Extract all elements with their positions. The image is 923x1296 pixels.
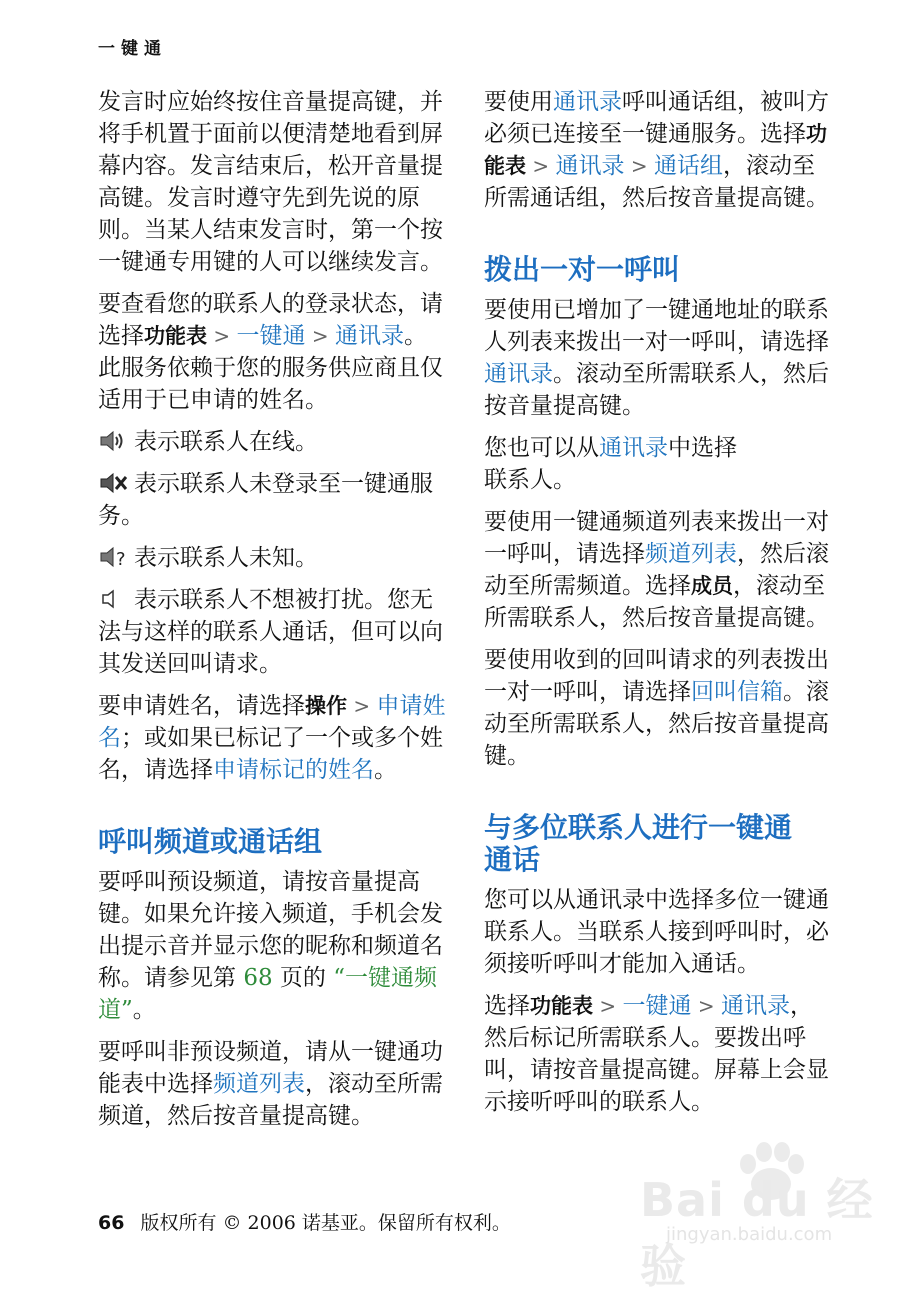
heading-one-to-one-call: 拨出一对一呼叫 (484, 253, 681, 286)
running-header: 一键通 (98, 39, 167, 59)
copyright-notice: 版权所有 © 2006 诺基亚。保留所有权利。 (140, 1212, 511, 1234)
menu-term: 功能表 (484, 122, 827, 178)
link-ptt[interactable]: 一键通 (236, 323, 306, 349)
paragraph-non-preset-channel: 要呼叫非预设频道，请从一键通功能表中选择频道列表，滚动至所需频道，然后按音量提高键。 (98, 1039, 443, 1129)
watermark-logo-text: Bai du 经验 (640, 1173, 874, 1293)
link-channel-list[interactable]: 频道列表 (645, 541, 737, 567)
cross-reference-link[interactable]: “一键通频道” (98, 965, 437, 1023)
heading-call-channel: 呼叫频道或通话组 (98, 825, 323, 858)
link-channel-list[interactable]: 频道列表 (213, 1071, 305, 1097)
heading-multi-contact-call: 与多位联系人进行一键通 通话 (484, 811, 793, 876)
status-dnd-row: 表示联系人不想被打扰。您无法与这样的联系人通话，但可以向其发送回叫请求。 (98, 587, 443, 677)
link-request-name[interactable]: 申请姓名 (98, 693, 446, 751)
baidu-watermark (640, 1138, 910, 1293)
paragraph-login-status: 要查看您的联系人的登录状态，请选择功能表 > 一键通 > 通讯录。此服务依赖于您的服务供应商且仅适用于已申请的姓名。 (98, 291, 443, 413)
paragraph-callback-inbox: 要使用收到的回叫请求的列表拨出一对一呼叫，请选择回叫信箱。滚动至所需联系人，然后按音量提高键。 (484, 647, 829, 769)
paragraph-channel-list-call: 要使用一键通频道列表来拨出一对一呼叫，请选择频道列表，然后滚动至所需频道。选择成员，滚动至所需联系人，然后按音量提高键。 (484, 509, 829, 631)
link-contacts[interactable]: 通讯录 (555, 153, 625, 179)
paragraph-talk-rules: 发言时应始终按住音量提高键，并将手机置于面前以便清楚地看到屏幕内容。发言结束后，松开音量提高键。发言时遵守先到先说的原则。当某人结束发言时，第一个按一键通专用键的人可以继续发言。 (98, 89, 443, 275)
link-callback-inbox[interactable]: 回叫信箱 (691, 679, 783, 705)
paragraph-select-from-contacts: 您也可以从通讯录中选择 联系人。 (484, 435, 737, 493)
menu-term: 操作 (305, 694, 347, 718)
speaker-online-icon (98, 429, 130, 453)
right-column (484, 86, 832, 1128)
link-contacts[interactable]: 通讯录 (720, 993, 790, 1019)
page-number: 66 (98, 1212, 125, 1234)
link-contacts[interactable]: 通讯录 (553, 89, 622, 115)
menu-term: 功能表 (530, 994, 593, 1018)
paragraph-select-multiple: 您可以从通讯录中选择多位一键通联系人。当联系人接到呼叫时，必须接听呼叫才能加入通话。 (484, 887, 829, 977)
menu-term: 成员 (691, 574, 733, 598)
status-unknown-row: ? 表示联系人未知。 (98, 542, 446, 574)
speaker-offline-icon (98, 471, 130, 495)
link-contacts[interactable]: 通讯录 (334, 323, 404, 349)
paragraph-preset-channel: 要呼叫预设频道，请按音量提高键。如果允许接入频道，手机会发出提示音并显示您的昵称和频道名称。请参见第 68 页的 “一键通频道”。 (98, 869, 443, 1023)
status-offline-row: 表示联系人未登录至一键通服务。 (98, 471, 433, 529)
link-talk-groups[interactable]: 通话组 (653, 153, 723, 179)
link-ptt[interactable]: 一键通 (622, 993, 692, 1019)
paragraph-contact-list-call: 要使用已增加了一键通地址的联系人列表来拨出一对一呼叫，请选择通讯录。滚动至所需联系人，然后按音量提高键。 (484, 297, 829, 419)
status-online-row: 表示联系人在线。 (98, 426, 446, 458)
page-footer (98, 1208, 511, 1235)
speaker-do-not-disturb-icon (98, 587, 130, 611)
paragraph-request-names: 要申请姓名，请选择操作 > 申请姓名；或如果已标记了一个或多个姓名，请选择申请标记的姓名。 (98, 693, 446, 783)
link-contacts[interactable]: 通讯录 (484, 361, 553, 387)
link-contacts[interactable]: 通讯录 (599, 435, 668, 461)
menu-term: 功能表 (144, 324, 207, 348)
page-reference[interactable]: 68 (243, 965, 273, 991)
svg-text:?: ? (116, 549, 126, 569)
speaker-unknown-icon (98, 545, 130, 569)
watermark-url: jingyan.baidu.com (666, 1224, 833, 1245)
left-column (98, 86, 446, 1142)
paragraph-mark-contacts: 选择功能表 > 一键通 > 通讯录，然后标记所需联系人。要拨出呼叫，请按音量提高键。屏幕上会显示接听呼叫的联系人。 (484, 993, 829, 1115)
link-request-marked-names[interactable]: 申请标记的姓名 (213, 757, 374, 783)
paragraph-call-group: 要使用通讯录呼叫通话组，被叫方必须已连接至一键通服务。选择功能表 > 通讯录 > 通话组，滚动至所需通话组，然后按音量提高键。 (484, 89, 829, 211)
